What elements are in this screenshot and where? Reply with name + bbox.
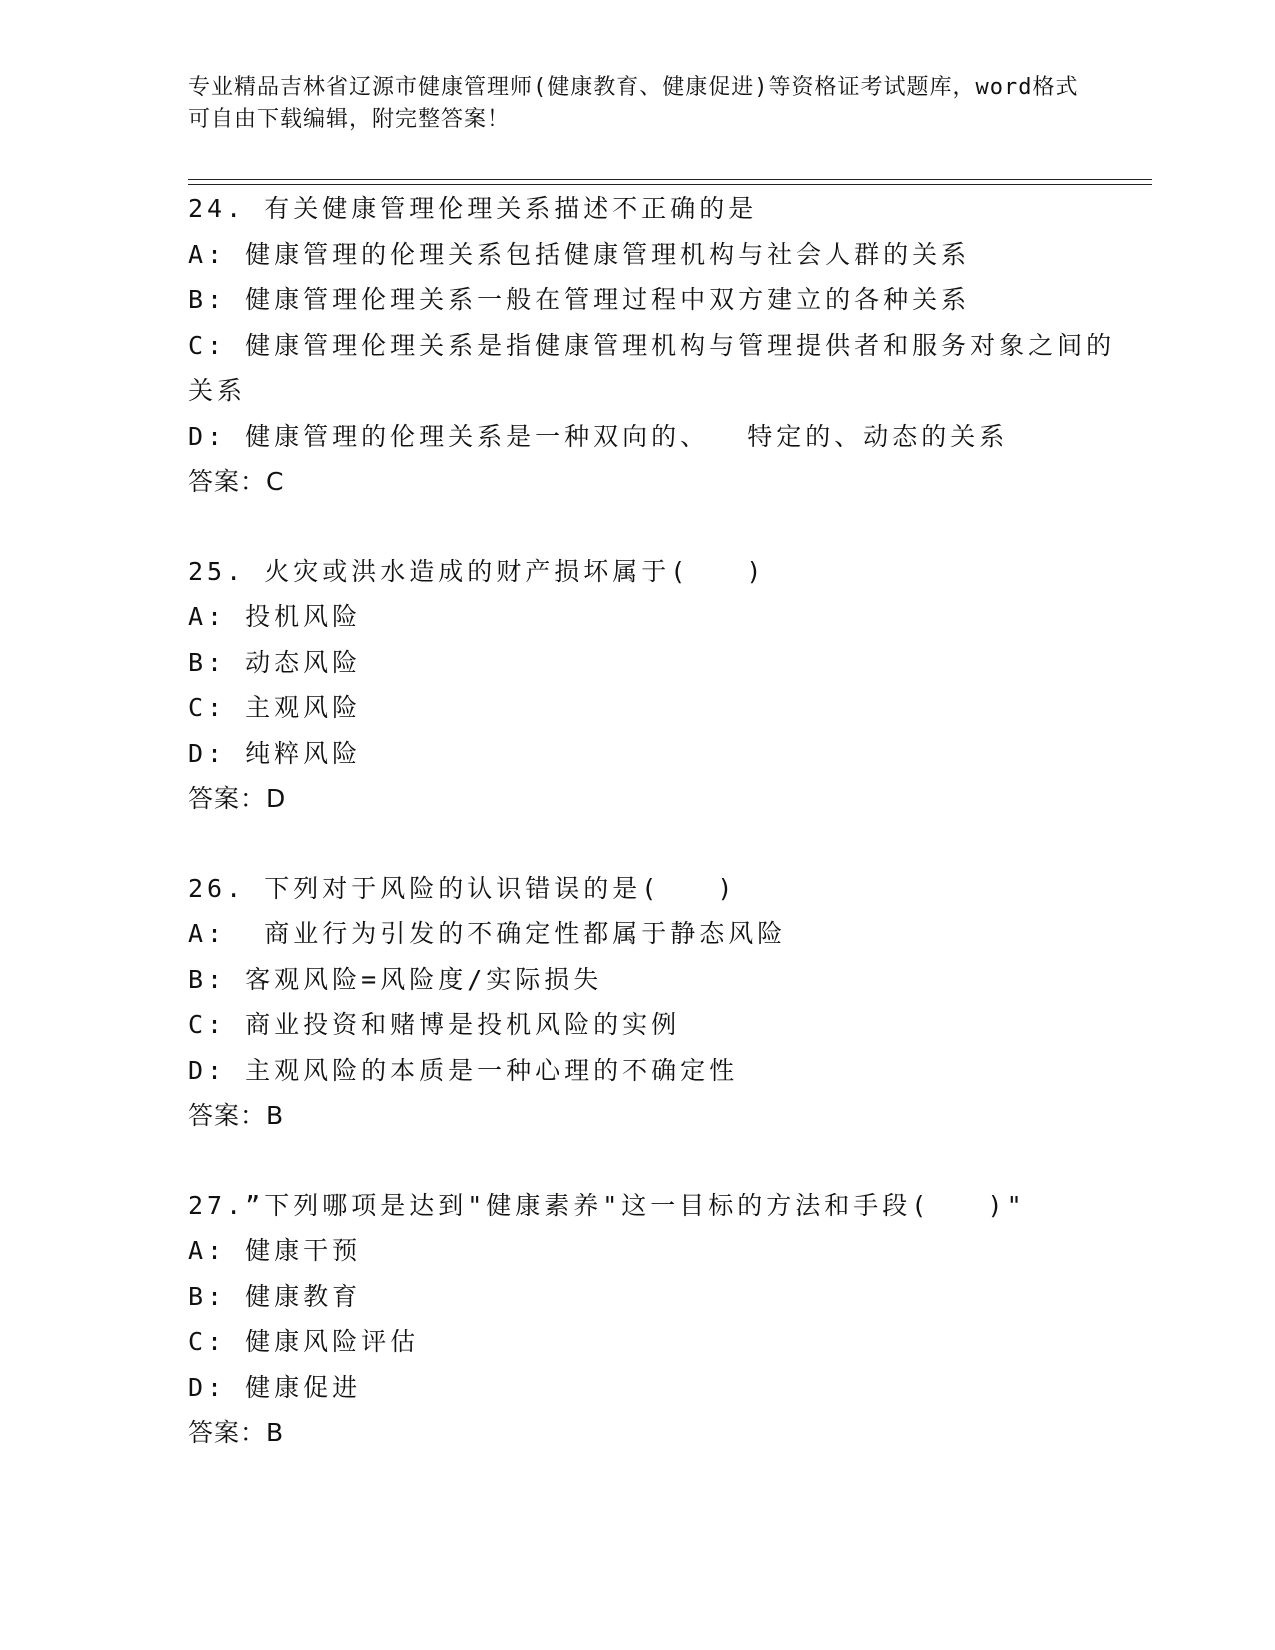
option-a: A: 投机风险 xyxy=(188,602,362,631)
header-divider-top xyxy=(188,179,1152,180)
question-stem: 24. 有关健康管理伦理关系描述不正确的是 xyxy=(188,194,758,223)
question-stem: 27.”下列哪项是达到"健康素养"这一目标的方法和手段( )" xyxy=(188,1190,1026,1220)
question-26 xyxy=(188,866,1128,1139)
option-d: D: 纯粹风险 xyxy=(188,738,362,768)
option-b: B: 客观风险=风险度/实际损失 xyxy=(188,964,603,994)
option-a: A: 健康干预 xyxy=(188,1236,362,1265)
option-c: C: 主观风险 xyxy=(188,693,362,722)
option-c: C: 商业投资和赌博是投机风险的实例 xyxy=(188,1010,681,1039)
option-b: B: 动态风险 xyxy=(188,647,362,677)
question-stem: 25. 火灾或洪水造成的财产损坏属于( ) xyxy=(188,556,766,586)
question-24 xyxy=(188,186,1128,505)
option-a: A: 商业行为引发的不确定性都属于静态风险 xyxy=(188,919,787,948)
answer-line: 答案：C xyxy=(188,467,285,496)
option-c: C: 健康风险评估 xyxy=(188,1327,420,1356)
answer-line: 答案：B xyxy=(188,1418,285,1447)
option-a: A: 健康管理的伦理关系包括健康管理机构与社会人群的关系 xyxy=(188,239,971,269)
header-intro-text: 专业精品吉林省辽源市健康管理师(健康教育、健康促进)等资格证考试题库，word格式可自由下载编辑，附完整答案！ xyxy=(188,75,1079,132)
question-25 xyxy=(188,549,1128,822)
header-divider-bottom xyxy=(188,184,1152,185)
answer-line: 答案：D xyxy=(188,784,287,813)
option-d: D: 主观风险的本质是一种心理的不确定性 xyxy=(188,1055,739,1085)
answer-line: 答案：B xyxy=(188,1101,285,1130)
option-d: D: 健康管理的伦理关系是一种双向的、 特定的、动态的关系 xyxy=(188,421,1009,451)
document-header xyxy=(188,72,1088,136)
option-d: D: 健康促进 xyxy=(188,1372,362,1402)
option-b: B: 健康管理伦理关系一般在管理过程中双方建立的各种关系 xyxy=(188,285,971,314)
option-c: C: 健康管理伦理关系是指健康管理机构与管理提供者和服务对象之间的关系 xyxy=(188,330,1116,405)
question-list xyxy=(188,186,1128,1500)
question-stem: 26. 下列对于风险的认识错误的是( ) xyxy=(188,873,737,903)
question-27 xyxy=(188,1183,1128,1456)
option-b: B: 健康教育 xyxy=(188,1281,362,1311)
